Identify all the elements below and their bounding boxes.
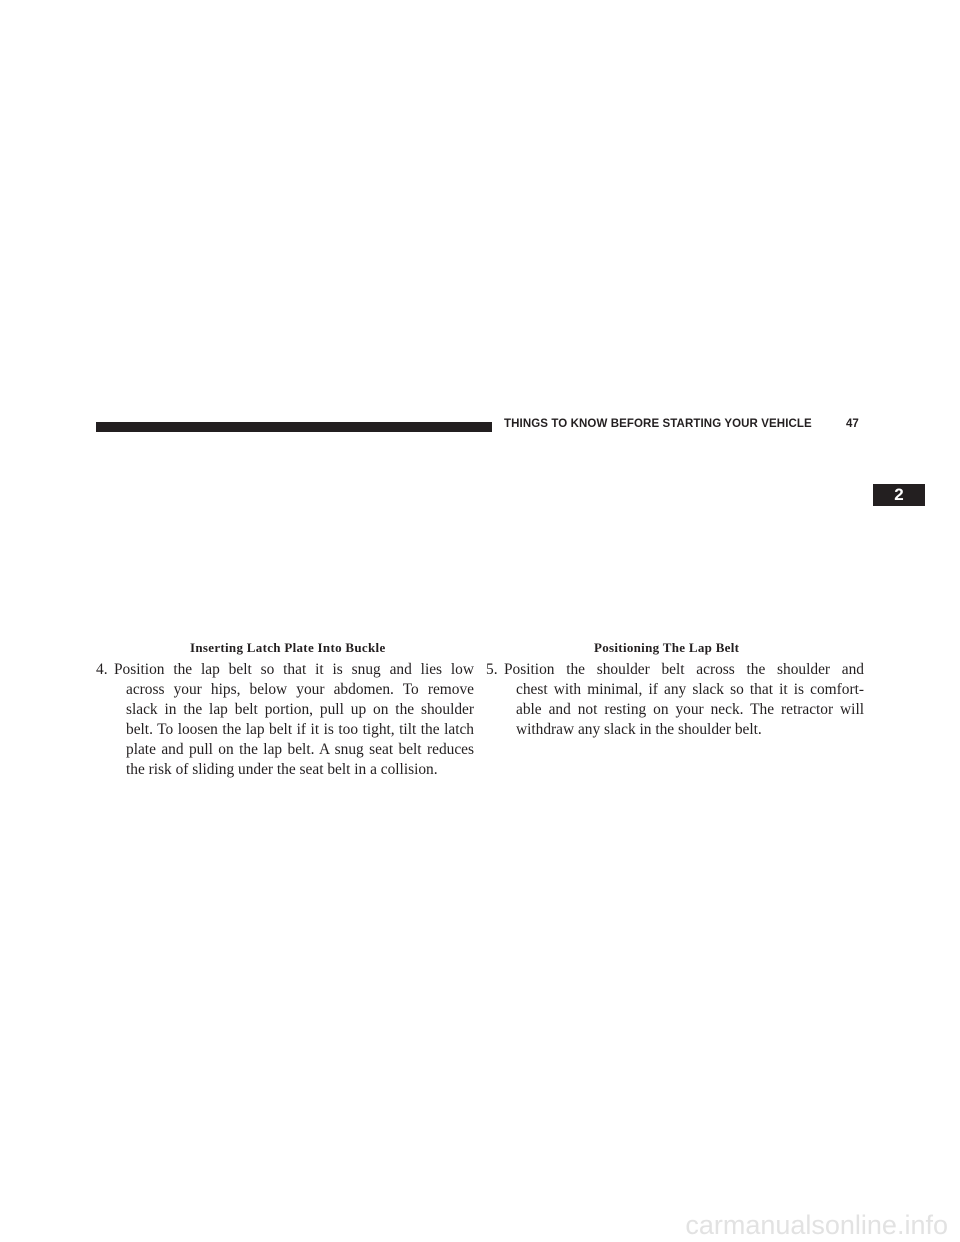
step-line: Position the shoulder belt across the shoulder and [504, 661, 864, 678]
step-number: 5. [486, 661, 498, 678]
header-rule [96, 422, 492, 432]
step-line: belt. To loosen the lap belt if it is too tight, tilt the latch [126, 721, 474, 738]
svg-text:carmanualsonline.info: carmanualsonline.info [685, 1210, 948, 1240]
step-number: 4. [96, 661, 108, 678]
step-5 [486, 660, 864, 740]
step-line: plate and pull on the lap belt. A snug seat belt reduces [126, 741, 474, 758]
section-title: THINGS TO KNOW BEFORE STARTING YOUR VEHICLE [504, 418, 812, 430]
step-line: withdraw any slack in the shoulder belt. [516, 721, 762, 738]
step-line: across your hips, below your abdomen. To remove [126, 681, 474, 698]
step-line: the risk of sliding under the seat belt in a collision. [126, 761, 438, 778]
step-4 [96, 660, 474, 780]
step-line: chest with minimal, if any slack so that it is comfort- [516, 681, 864, 698]
step-text [486, 660, 864, 740]
figure-caption-latch-plate: Inserting Latch Plate Into Buckle [190, 640, 386, 655]
step-text [96, 660, 474, 780]
step-line: able and not resting on your neck. The retractor will [516, 701, 864, 718]
step-line: Position the lap belt so that it is snug and lies low [114, 661, 474, 678]
step-line: slack in the lap belt portion, pull up on the shoulder [126, 701, 474, 718]
figure-caption-lap-belt: Positioning The Lap Belt [594, 640, 740, 655]
page-number: 47 [846, 418, 859, 430]
chapter-tab[interactable]: 2 [873, 484, 925, 506]
